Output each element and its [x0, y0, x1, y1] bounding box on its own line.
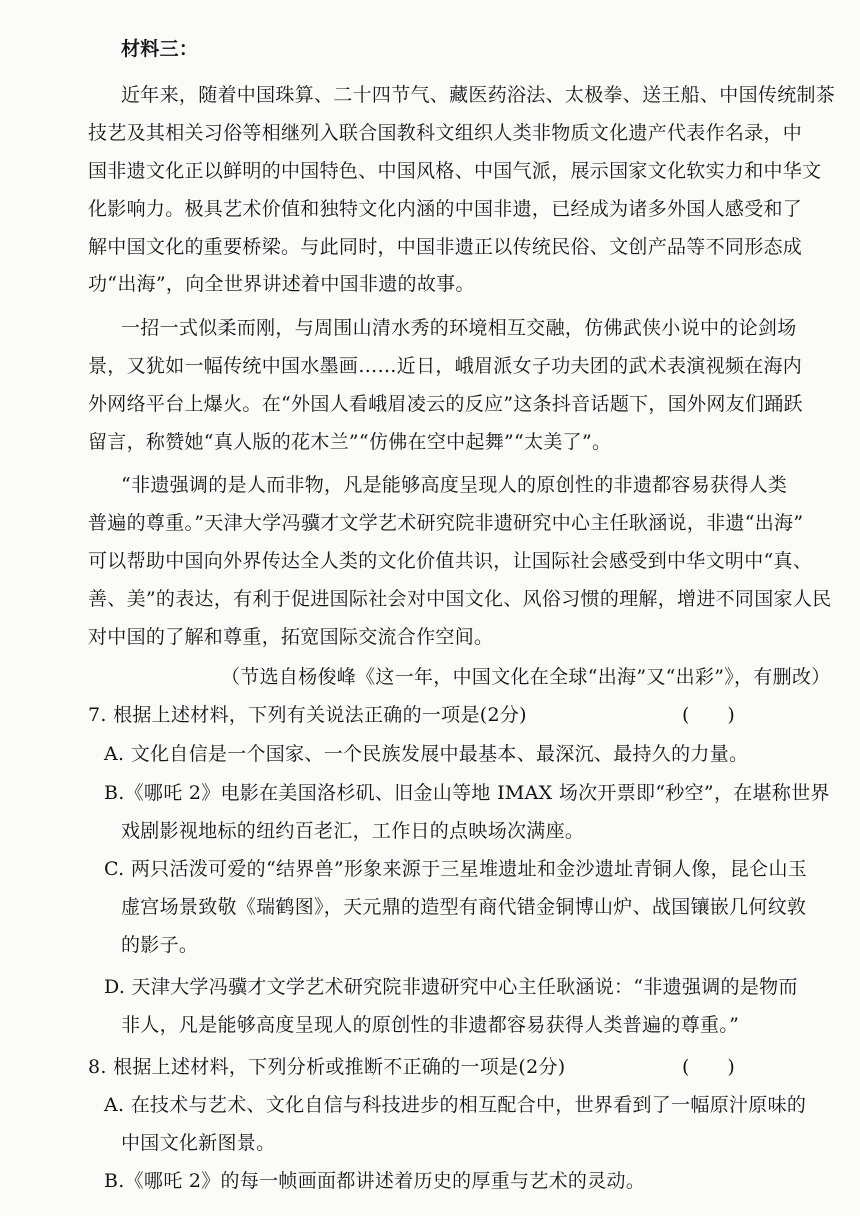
- option-7b-cont: 戏剧影视地标的纽约百老汇，工作日的点映场次满座。: [121, 820, 585, 842]
- option-7c-cont: 虚宫场景致敬《瑞鹤图》，天元鼎的造型有商代错金铜博山炉、战国镶嵌几何纹敦: [121, 896, 807, 918]
- paragraph-line: 解中国文化的重要桥梁。与此同时，中国非遗正以传统民俗、文创产品等不同形态成: [88, 236, 803, 258]
- option-7d-cont: 非人，凡是能够高度呈现人的原创性的非遗都容易获得人类普遍的尊重。”: [121, 1014, 740, 1036]
- paragraph-line: 国非遗文化正以鲜明的中国特色、中国风格、中国气派，展示国家文化软实力和中华文: [88, 160, 822, 182]
- option-8a: A. 在技术与艺术、文化自信与科技进步的相互配合中，世界看到了一幅原汁原味的: [104, 1094, 807, 1116]
- option-8b: B.《哪吒 2》的每一帧画面都讲述着历史的厚重与艺术的灵动。: [104, 1170, 646, 1192]
- paragraph-line: 留言，称赞她“真人版的花木兰”“仿佛在空中起舞”“太美了”。: [88, 431, 612, 453]
- paragraph-line: 化影响力。极具艺术价值和独特文化内涵的中国非遗，已经成为诸多外国人感受和了: [88, 198, 803, 220]
- paragraph-line: 外网络平台上爆火。在“外国人看峨眉凌云的反应”这条抖音话题下，国外网友们踊跃: [88, 393, 803, 415]
- answer-bracket-8[interactable]: ( ): [682, 1056, 735, 1078]
- paragraph-line: 功“出海”，向全世界讲述着中国非遗的故事。: [88, 273, 475, 295]
- option-7a: A. 文化自信是一个国家、一个民族发展中最基本、最深沉、最持久的力量。: [104, 743, 749, 765]
- question-stem-8: 8. 根据上述材料，下列分析或推断不正确的一项是(2分): [88, 1056, 566, 1078]
- material-heading: 材料三：: [121, 38, 199, 60]
- paragraph-line: 技艺及其相关习俗等相继列入联合国教科文组织人类非物质文化遗产代表作名录，中: [88, 122, 803, 144]
- paragraph-line: 普遍的尊重。”天津大学冯骥才文学艺术研究院非遗研究中心主任耿涵说，非遗“出海”: [88, 512, 804, 534]
- paragraph-line: 一招一式似柔而刚，与周围山清水秀的环境相互交融，仿佛武侠小说中的论剑场: [121, 317, 797, 339]
- option-7c-cont: 的影子。: [121, 934, 199, 956]
- option-7c: C. 两只活泼可爱的“结界兽”形象来源于三星堆遗址和金沙遗址青铜人像，昆仑山玉: [104, 858, 808, 880]
- answer-bracket-7[interactable]: ( ): [682, 704, 735, 726]
- paragraph-line: 善、美”的表达，有利于促进国际社会对中国文化、风俗习惯的理解，增进不同国家人民: [88, 588, 832, 610]
- paragraph-line: 近年来，随着中国珠算、二十四节气、藏医药浴法、太极拳、送王船、中国传统制茶: [121, 84, 836, 106]
- option-7d: D. 天津大学冯骥才文学艺术研究院非遗研究中心主任耿涵说：“非遗强调的是物而: [104, 976, 798, 998]
- paragraph-line: 可以帮助中国向外界传达全人类的文化价值共识，让国际社会感受到中华文明中“真、: [88, 550, 813, 572]
- option-7b: B.《哪吒 2》电影在美国洛杉矶、旧金山等地 IMAX 场次开票即“秒空”，在堪称世界: [104, 782, 830, 804]
- paragraph-line: 景，又犹如一幅传统中国水墨画……近日，峨眉派女子功夫团的武术表演视频在海内: [88, 355, 803, 377]
- question-stem-7: 7. 根据上述材料，下列有关说法正确的一项是(2分): [88, 704, 527, 726]
- source-note: （节选自杨俊峰《这一年，中国文化在全球“出海”又“出彩”》，有删改）: [221, 666, 831, 688]
- paragraph-line: “非遗强调的是人而非物，凡是能够高度呈现人的原创性的非遗都容易获得人类: [121, 474, 788, 496]
- option-8a-cont: 中国文化新图景。: [121, 1132, 276, 1154]
- paragraph-line: 对中国的了解和尊重，拓宽国际交流合作空间。: [88, 626, 494, 648]
